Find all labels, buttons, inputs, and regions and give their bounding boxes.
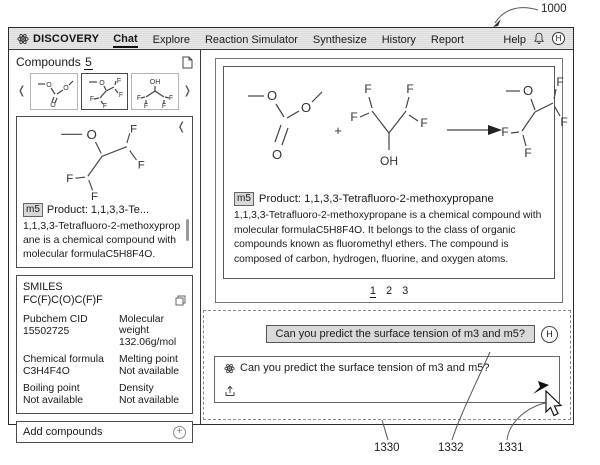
svg-text:F: F	[556, 75, 564, 89]
product-structure-thumb	[82, 76, 126, 108]
help-link[interactable]: Help	[503, 33, 526, 46]
scrollbar-thumb[interactable]	[186, 219, 189, 241]
add-compounds-button[interactable]	[16, 421, 193, 443]
svg-text:F: F	[524, 146, 532, 160]
property-molecular-weight: Molecular weight 132.06g/mol	[119, 314, 177, 349]
compound-title-truncated: Product: 1,1,3,3-Te...	[46, 204, 150, 216]
properties-card	[16, 275, 193, 414]
result-title: Product: 1,1,3,3-Tetrafluoro-2-methoxypropane	[258, 193, 494, 205]
svg-text:O: O	[271, 147, 283, 162]
compound-thumb-fluoropropanol[interactable]	[131, 73, 179, 110]
svg-text:+: +	[334, 123, 342, 138]
svg-text:F: F	[161, 102, 167, 110]
copy-icon[interactable]	[175, 295, 186, 306]
circle-plus-icon[interactable]: +	[173, 426, 186, 439]
document-icon[interactable]	[182, 56, 193, 69]
collapse-chevron-icon[interactable]: ❬	[176, 121, 186, 133]
smiles-value: FC(F)C(O)C(F)F	[23, 294, 103, 307]
compound-thumb-product-selected[interactable]	[81, 73, 129, 110]
tab-report[interactable]: Report	[430, 33, 464, 46]
pagination	[223, 285, 555, 297]
selected-compound-structure	[27, 121, 183, 204]
result-badge-m5: m5	[234, 192, 254, 206]
svg-text:F: F	[406, 82, 414, 96]
result-description: 1,1,3,3-Tetrafluoro-2-methoxypropane is a chemical compound with molecular formulaC5H8F4O. It belongs to the class of organic compounds known as fluoromethyl ethers. The compound is composed of carbon, hydrogen, fluorine, and oxygen atoms.	[234, 210, 542, 265]
svg-text:O: O	[85, 127, 97, 143]
svg-text:F: F	[168, 94, 174, 102]
svg-text:F: F	[560, 115, 568, 129]
svg-text:OH: OH	[380, 154, 398, 168]
fluoropropanol-structure-thumb	[133, 76, 177, 108]
compound-thumb-carbonate[interactable]	[30, 73, 78, 110]
svg-text:O: O	[522, 83, 534, 98]
svg-text:F: F	[143, 102, 149, 110]
chat-input-text[interactable]: Can you predict the surface tension of m3 and m5?	[240, 362, 490, 374]
property-boiling-point: Boiling point Not available	[23, 383, 84, 407]
reaction-scheme-diagram	[234, 73, 574, 191]
figure-ref-1332: 1332	[438, 442, 464, 454]
svg-text:F: F	[103, 102, 108, 110]
compound-badge-m5: m5	[23, 203, 43, 217]
compound-description: 1,1,3,3-Tetrafluoro-2-methoxypropane is a chemical compound with molecular formulaC5H8F4O.	[23, 221, 181, 261]
result-panel	[215, 58, 568, 303]
property-pubchem-cid: Pubchem CID 15502725	[23, 314, 88, 338]
svg-text:F: F	[119, 91, 124, 99]
svg-text:F: F	[90, 191, 98, 204]
app-logo	[17, 33, 99, 45]
property-melting-point: Melting point Not available	[119, 354, 180, 378]
svg-text:F: F	[137, 159, 145, 172]
svg-text:F: F	[420, 116, 428, 130]
tab-history[interactable]: History	[381, 33, 416, 46]
reaction-result-card	[223, 66, 568, 279]
svg-text:F: F	[364, 82, 372, 96]
svg-text:F: F	[90, 95, 95, 103]
compounds-count[interactable]: 5	[85, 55, 92, 69]
atom-prompt-icon	[224, 363, 235, 374]
svg-text:F: F	[136, 94, 142, 102]
bell-icon[interactable]	[533, 32, 545, 45]
add-compounds-label: Add compounds	[23, 426, 103, 439]
user-message-bubble: Can you predict the surface tension of m3 and m5?	[266, 325, 535, 343]
tab-synthesize[interactable]: Synthesize	[312, 33, 367, 46]
figure-ref-1000: 1000	[541, 3, 567, 15]
app-name: DISCOVERY	[33, 32, 100, 45]
svg-text:O: O	[63, 84, 69, 92]
compounds-label: Compounds	[16, 55, 81, 69]
tab-reaction-simulator[interactable]: Reaction Simulator	[204, 33, 298, 46]
figure-ref-1330: 1330	[374, 442, 400, 454]
svg-text:F: F	[501, 125, 509, 139]
top-navigation-bar	[9, 28, 573, 50]
atom-logo-icon	[17, 33, 29, 45]
figure-ref-1331: 1331	[498, 442, 524, 454]
smiles-label: SMILES	[23, 281, 63, 294]
page-3[interactable]: 3	[402, 285, 409, 297]
carousel-next-icon[interactable]: ❭	[182, 85, 192, 97]
compounds-sidebar	[9, 50, 201, 439]
svg-text:O: O	[266, 88, 278, 103]
svg-text:F: F	[129, 123, 137, 136]
svg-text:O: O	[50, 101, 56, 109]
carbonate-structure-thumb	[32, 76, 76, 108]
chat-input-box[interactable]	[214, 356, 560, 403]
main-content	[201, 50, 573, 424]
svg-text:O: O	[300, 100, 312, 115]
svg-text:O: O	[99, 79, 106, 87]
carousel-prev-icon[interactable]: ❬	[17, 85, 27, 97]
property-density: Density Not available	[119, 383, 180, 407]
compound-carousel	[16, 73, 193, 110]
compounds-title	[16, 55, 93, 69]
svg-text:O: O	[46, 81, 52, 89]
upload-icon[interactable]	[224, 384, 236, 397]
user-avatar[interactable]: H	[552, 32, 565, 45]
tab-chat[interactable]: Chat	[113, 30, 137, 48]
svg-text:F: F	[350, 110, 358, 124]
svg-text:OH: OH	[149, 78, 161, 86]
tab-explore[interactable]: Explore	[152, 33, 190, 46]
svg-text:F: F	[65, 172, 73, 185]
chat-region	[203, 310, 571, 420]
send-icon[interactable]	[532, 380, 550, 395]
app-window	[8, 27, 574, 439]
property-chemical-formula: Chemical formula C3H4F4O	[23, 354, 104, 378]
page-2[interactable]: 2	[385, 285, 393, 297]
user-avatar-h: H	[541, 326, 558, 343]
nav-tabs	[113, 30, 464, 48]
page-1[interactable]: 1	[369, 285, 376, 297]
svg-text:F: F	[117, 77, 122, 85]
compound-detail-card	[16, 116, 193, 268]
